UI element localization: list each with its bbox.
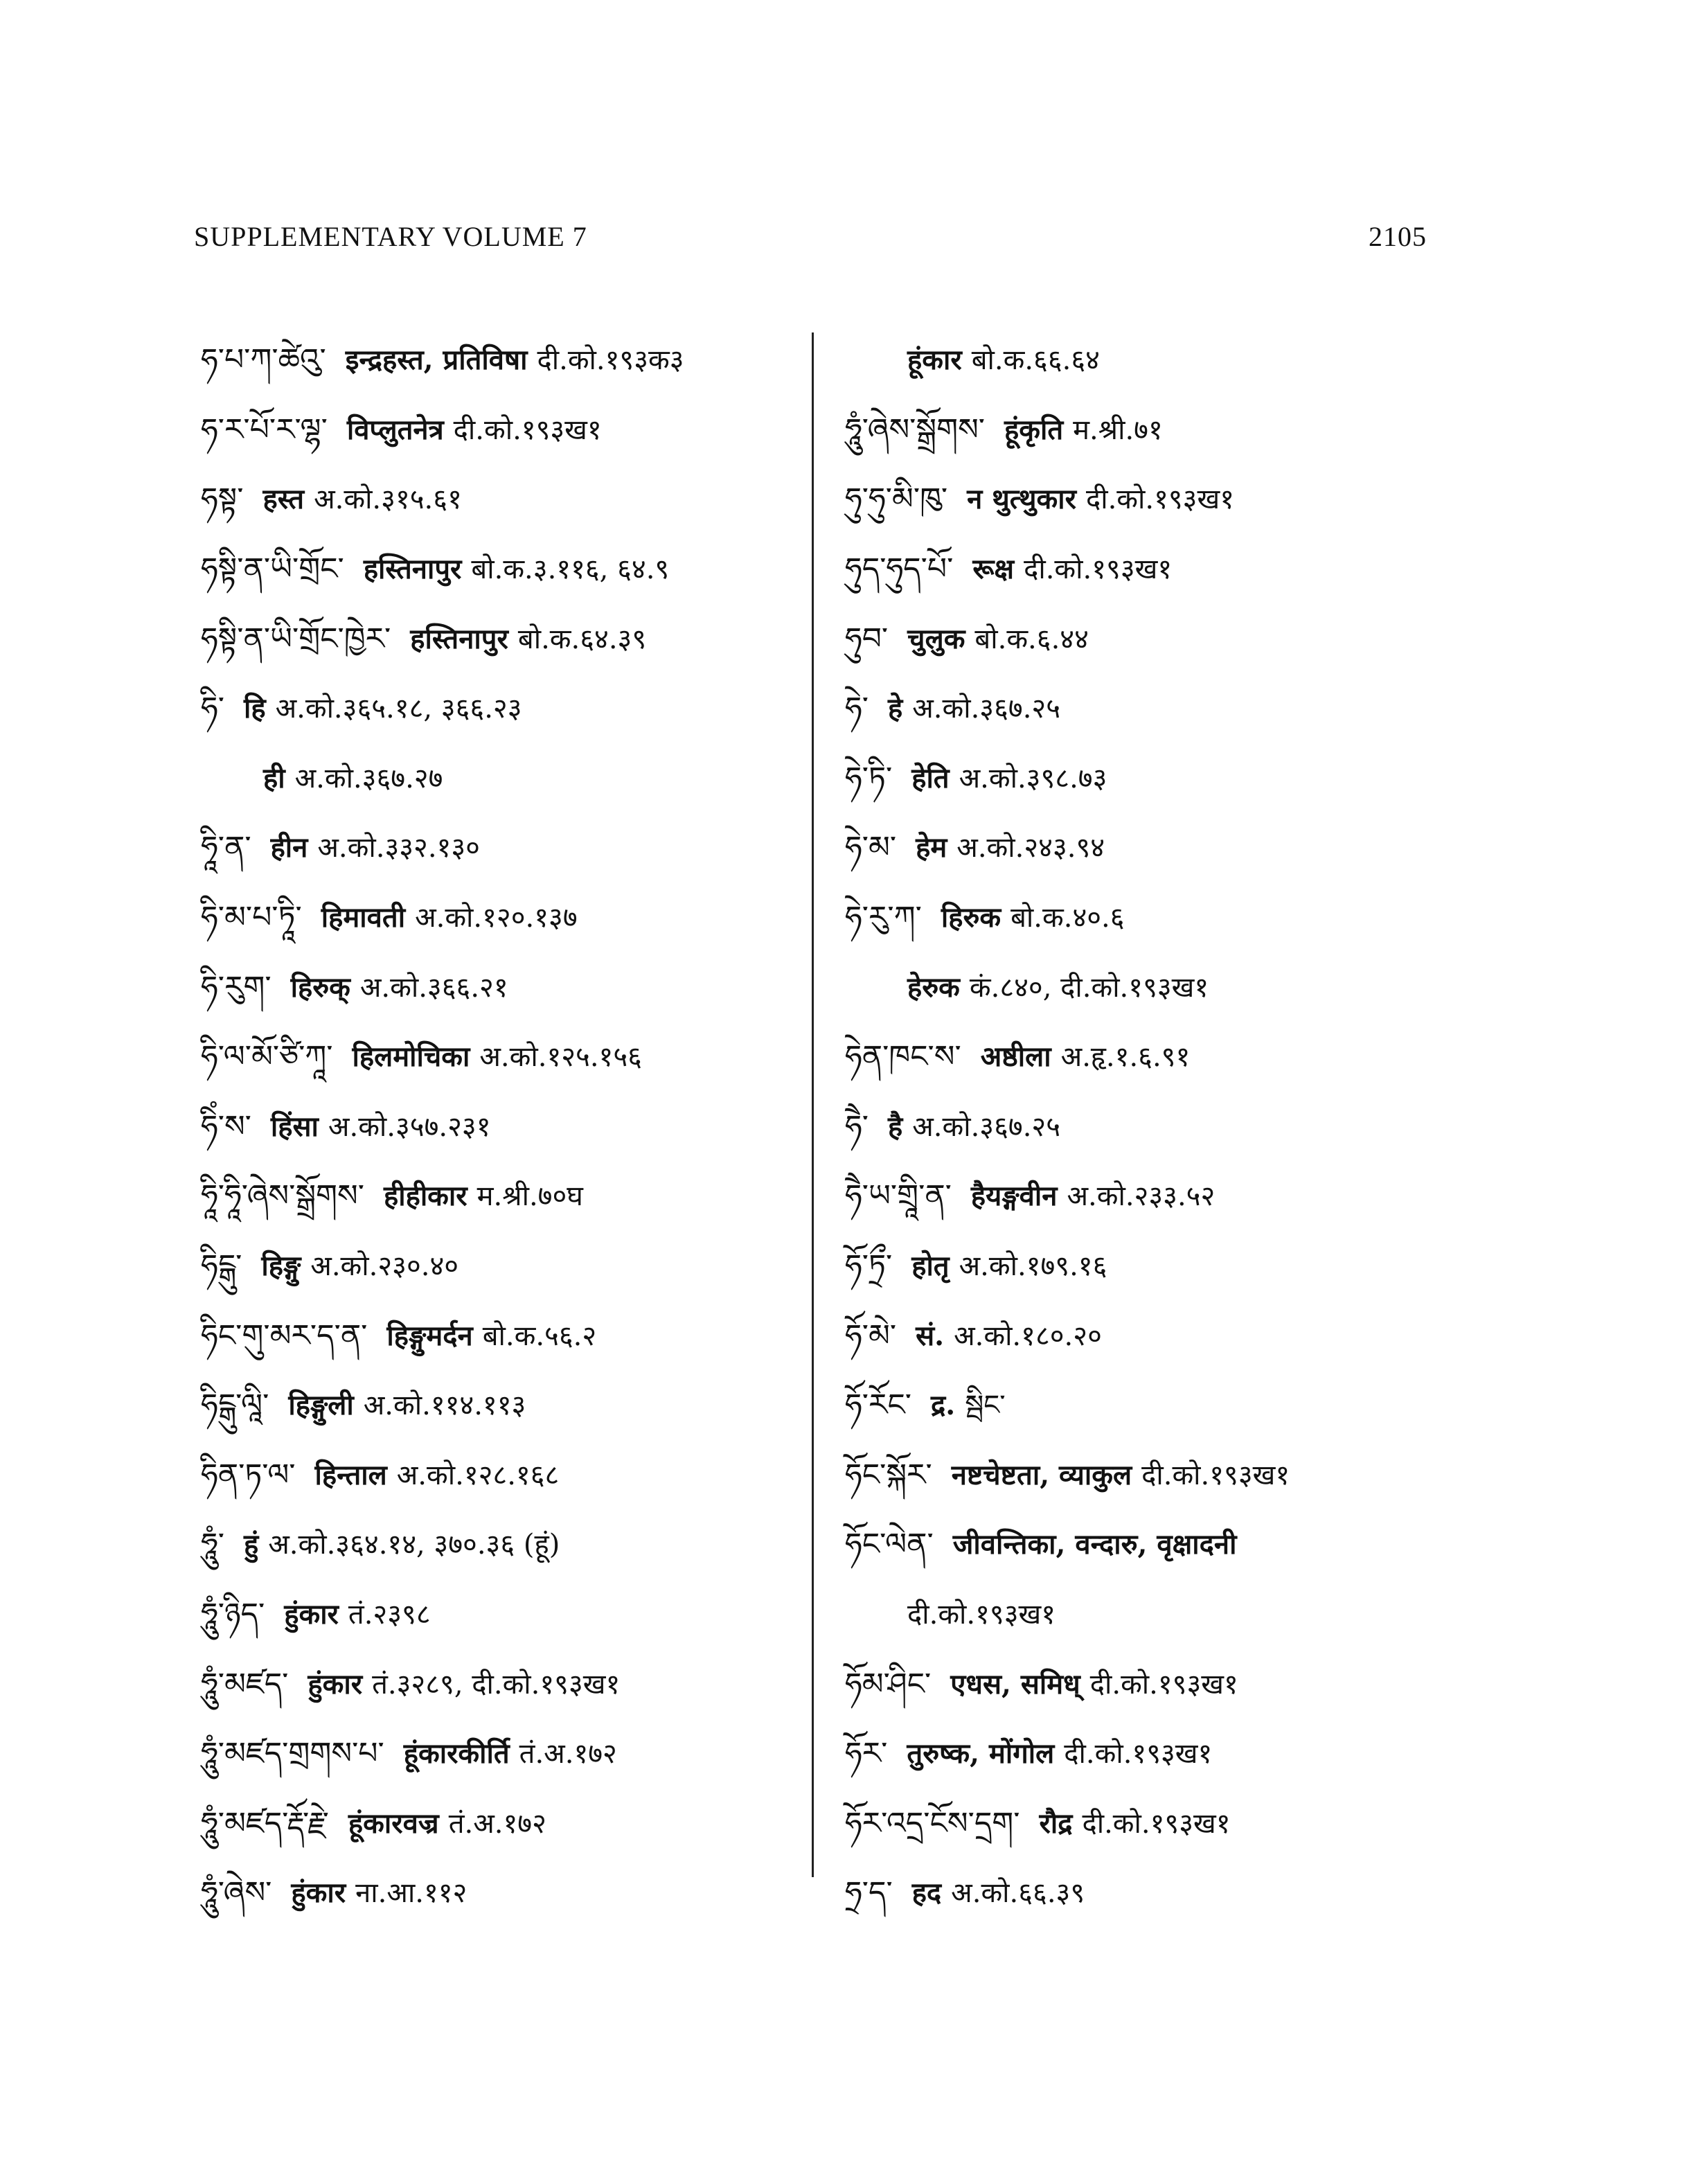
tibetan-headword: ཧིཾ་ས་ xyxy=(201,1108,251,1144)
sanskrit-equivalent: हस्तिनापुर xyxy=(363,553,462,586)
sanskrit-equivalent: रूक्ष xyxy=(972,553,1015,586)
sanskrit-equivalent: एधस, समिध् xyxy=(950,1667,1080,1701)
tibetan-headword: ཧི་མ་པ་ཏཱི་ xyxy=(201,900,302,936)
reference: ना.आ.११२ xyxy=(355,1877,467,1910)
reference: बो.क.३.११६, ६४.९ xyxy=(471,553,670,586)
tibetan-headword: ཧི་ལ་མོ་ཙི་ཀཱ་ xyxy=(201,1039,333,1075)
tibetan-headword: ཧཻ་ xyxy=(845,1108,869,1144)
tibetan-headword: ཧཱི་ཧཱི་ཞེས་སྒྲོགས་ xyxy=(201,1178,364,1214)
reference: अ.हृ.१.६.९१ xyxy=(1060,1041,1191,1074)
reference: अ.को.२३३.५२ xyxy=(1067,1180,1215,1213)
dictionary-entry xyxy=(201,1162,810,1232)
sanskrit-equivalent: हुं xyxy=(243,1528,259,1561)
tibetan-headword: ཧུད་ཧུད་པོ་ xyxy=(845,551,954,587)
reference: दी.को.१९३क३ xyxy=(537,344,684,377)
reference: अ.को.३६५.१८, ३६६.२३ xyxy=(275,693,522,725)
dictionary-entry xyxy=(845,1510,1454,1580)
reference: अ.को.६६.३९ xyxy=(951,1877,1085,1910)
sanskrit-equivalent: हस्तिनापुर xyxy=(410,622,508,655)
sanskrit-equivalent: हिन्ताल xyxy=(314,1458,387,1491)
reference: तं.अ.१७२ xyxy=(519,1738,617,1770)
tibetan-headword: ཧེ་ཏི་ xyxy=(845,760,893,796)
reference: दी.को.१९३ख१ xyxy=(1089,1668,1238,1701)
dictionary-entry xyxy=(845,396,1454,465)
running-title: SUPPLEMENTARY VOLUME 7 xyxy=(194,221,587,252)
sanskrit-equivalent: है xyxy=(887,1110,903,1143)
dictionary-entry xyxy=(201,1441,810,1511)
dictionary-entry xyxy=(201,1371,810,1441)
sanskrit-equivalent: हुंकार xyxy=(284,1597,339,1631)
sanskrit-equivalent: तुरुष्क, मोंगोल xyxy=(907,1737,1055,1770)
sanskrit-equivalent: अष्ठीला xyxy=(980,1040,1051,1074)
tibetan-headword: ཧུབ་ xyxy=(845,621,889,657)
sanskrit-equivalent: रौद्र xyxy=(1039,1806,1073,1840)
sanskrit-equivalent: हिङ्गु xyxy=(261,1250,301,1283)
reference: तं.३२८९, दी.को.१९३ख१ xyxy=(372,1668,621,1701)
sanskrit-equivalent: हिलमोचिका xyxy=(352,1040,470,1074)
sanskrit-equivalent: हिङ्गुली xyxy=(288,1389,354,1422)
reference: म.श्री.७१ xyxy=(1073,414,1163,446)
dictionary-entry xyxy=(201,883,810,953)
reference: अ.को.१२५.१५६ xyxy=(479,1041,642,1074)
tibetan-headword: ཧོམ་ཤིང་ xyxy=(845,1666,932,1702)
reference: अ.को.३६७.२५ xyxy=(912,693,1061,725)
dictionary-entry xyxy=(845,1022,1454,1092)
dictionary-entry xyxy=(201,535,810,605)
tibetan-headword: ཧཱུཾ་ཞེས་སྒྲོགས་ xyxy=(845,411,986,447)
dictionary-entry xyxy=(201,465,810,535)
reference: दी.को.१९३ख१ xyxy=(1064,1738,1213,1770)
tibetan-headword: ཧསྟ་ xyxy=(201,481,244,517)
reference: कं.८४०, दी.को.१९३ख१ xyxy=(969,971,1209,1004)
sanskrit-equivalent: हैयङ्गवीन xyxy=(970,1180,1058,1213)
reference: बो.क.५६.२ xyxy=(482,1320,597,1352)
dictionary-entry xyxy=(201,744,810,814)
dictionary-entry xyxy=(201,1858,810,1928)
sanskrit-equivalent: हेरुक xyxy=(907,970,960,1004)
dictionary-entry xyxy=(845,465,1454,535)
reference: अ.को.२३०.४० xyxy=(310,1250,459,1283)
reference: दी.को.१९३ख१ xyxy=(1085,483,1234,516)
sanskrit-equivalent: हे xyxy=(887,692,903,725)
reference: अ.को.३६७.२७ xyxy=(294,762,443,794)
dictionary-entry xyxy=(845,1788,1454,1858)
tibetan-headword: ཧི་ xyxy=(201,691,224,727)
sanskrit-equivalent: हीहीकार xyxy=(383,1180,467,1213)
dictionary-entry xyxy=(845,1162,1454,1232)
tibetan-headword: ཧཱུཾ་མཛད་གྲགས་པ་ xyxy=(201,1736,384,1772)
reference: अ.को.१२८.१६८ xyxy=(396,1459,560,1491)
reference: अ.को.३६४.१४, ३७०.३६ (हूं) xyxy=(268,1529,560,1561)
tibetan-headword: ཧེ་རུ་ཀ་ xyxy=(845,900,922,936)
reference: अ.को.३६७.२५ xyxy=(912,1110,1061,1143)
sanskrit-equivalent: हि xyxy=(243,692,266,725)
sanskrit-equivalent: हस्त xyxy=(262,483,305,516)
right-column xyxy=(845,326,1454,1928)
tibetan-headword: ཧེན་ཁང་ས་ xyxy=(845,1039,961,1075)
tibetan-headword: ཧེ་ xyxy=(845,691,869,727)
column-divider xyxy=(812,332,814,1877)
reference: अ.को.३६६.२१ xyxy=(359,971,508,1004)
reference: बो.क.६.४४ xyxy=(974,623,1089,655)
sanskrit-equivalent: नष्टचेष्टता, व्याकुल xyxy=(951,1458,1132,1491)
reference: दी.को.१९३ख१ xyxy=(1082,1807,1231,1840)
dictionary-entry xyxy=(201,396,810,465)
dictionary-entry xyxy=(845,1858,1454,1928)
reference: སྦིང་ xyxy=(965,1390,1006,1422)
dictionary-entry xyxy=(201,674,810,744)
tibetan-headword: ཧོང་སྐོར་ xyxy=(845,1457,932,1493)
tibetan-headword: ཧོ་མེ་ xyxy=(845,1317,897,1353)
dictionary-entry xyxy=(201,1510,810,1580)
sanskrit-equivalent: चुलुक xyxy=(907,622,965,655)
dictionary-entry xyxy=(845,952,1454,1022)
dictionary-entry xyxy=(845,744,1454,814)
tibetan-headword: ཧ་ར་པོ་ར་ལྷ་ xyxy=(201,411,328,447)
reference: अ.को.१७९.१६ xyxy=(959,1250,1107,1283)
tibetan-headword: ཧསྟི་ན་ཡི་གྲོང་ xyxy=(201,551,344,587)
sanskrit-equivalent: इन्द्रहस्त, प्रतिविषा xyxy=(345,344,528,377)
dictionary-entry xyxy=(845,1301,1454,1371)
dictionary-entry xyxy=(845,674,1454,744)
tibetan-headword: ཧིངྒུ་ལཱི་ xyxy=(201,1387,269,1423)
reference: अ.को.३९८.७३ xyxy=(959,762,1107,794)
dictionary-entry xyxy=(201,604,810,674)
sanskrit-equivalent: न थुत्थुकार xyxy=(967,483,1076,516)
reference: दी.को.१९३ख१ xyxy=(1141,1459,1290,1491)
dictionary-entry xyxy=(845,1441,1454,1511)
dictionary-entry xyxy=(845,1719,1454,1789)
tibetan-headword: ཧྲ་ད་ xyxy=(845,1875,893,1911)
reference: अ.को.२४३.९४ xyxy=(956,832,1105,864)
dictionary-entry xyxy=(845,1580,1454,1650)
sanskrit-equivalent: हेम xyxy=(916,831,947,864)
reference: अ.को.३१५.६१ xyxy=(314,483,462,516)
tibetan-headword: ཧཱུཾ་ཞེས་ xyxy=(201,1875,272,1911)
dictionary-entry xyxy=(845,813,1454,883)
dictionary-entry xyxy=(845,1371,1454,1441)
reference: अ.को.३५७.२३१ xyxy=(328,1110,491,1143)
dictionary-entry xyxy=(201,1580,810,1650)
tibetan-headword: ཧཻ་ཡ་གྲཱི་ན་ xyxy=(845,1178,952,1214)
reference: दी.को.१९३ख१ xyxy=(1024,553,1173,586)
dictionary-entry xyxy=(201,326,810,396)
tibetan-headword: ཧཱུཾ་ xyxy=(201,1527,224,1563)
sanskrit-equivalent: हिङ्गुमर्दन xyxy=(386,1319,473,1352)
tibetan-headword: ཧོར་ xyxy=(845,1736,888,1772)
reference: म.श्री.७०घ xyxy=(477,1180,583,1213)
sanskrit-equivalent: सं. xyxy=(916,1319,945,1352)
reference: अ.को.१२०.१३७ xyxy=(415,902,578,934)
tibetan-headword: ཧིངྒུ་ xyxy=(201,1248,242,1284)
dictionary-entry xyxy=(201,1232,810,1302)
dictionary-entry xyxy=(845,1092,1454,1162)
tibetan-headword: ཧཱུཾ་མཛད་རྡོ་རྗེ་ xyxy=(201,1805,329,1841)
dictionary-entry xyxy=(201,1022,810,1092)
dictionary-entry xyxy=(845,1232,1454,1302)
reference: दी.को.१९३ख१ xyxy=(453,414,602,446)
reference: बो.क.४०.६ xyxy=(1010,902,1125,934)
dictionary-entry xyxy=(201,1649,810,1719)
sanskrit-equivalent: द्र. xyxy=(931,1389,956,1422)
dictionary-entry xyxy=(201,1719,810,1789)
tibetan-headword: ཧ་པ་ཀ་ཚེའུ་ xyxy=(201,342,326,378)
tibetan-headword: ཧོ་ཏྲྀ་ xyxy=(845,1248,893,1284)
dictionary-entry xyxy=(845,535,1454,605)
tibetan-headword: ཧིང་གུ་མར་ད་ན་ xyxy=(201,1317,368,1353)
tibetan-headword: ཧཱུཾ་མཛད་ xyxy=(201,1666,289,1702)
sanskrit-equivalent: हद xyxy=(911,1876,942,1910)
sanskrit-equivalent: हिरुक् xyxy=(290,970,350,1004)
dictionary-entry xyxy=(201,1788,810,1858)
sanskrit-equivalent: हिरुक xyxy=(941,901,1001,934)
reference: तं.अ.१७२ xyxy=(448,1807,546,1840)
tibetan-headword: ཧོ་རོང་ xyxy=(845,1387,912,1423)
reference: अ.को.११४.११३ xyxy=(363,1390,526,1422)
sanskrit-equivalent: हिंसा xyxy=(270,1110,319,1143)
dictionary-entry xyxy=(201,952,810,1022)
dictionary-entry xyxy=(201,813,810,883)
sanskrit-equivalent: होतृ xyxy=(911,1250,950,1283)
tibetan-headword: ཧེ་མ་ xyxy=(845,830,897,866)
sanskrit-equivalent: हिमावती xyxy=(321,901,406,934)
reference: अ.को.१८०.२० xyxy=(954,1320,1102,1352)
reference: अ.को.३३२.१३० xyxy=(317,832,480,864)
dictionary-entry xyxy=(845,604,1454,674)
reference: बो.क.६४.३९ xyxy=(517,623,647,655)
tibetan-headword: ཧོང་ལེན་ xyxy=(845,1527,934,1563)
tibetan-headword: ཧི་རུག་ xyxy=(201,969,271,1005)
page-number: 2105 xyxy=(1369,221,1427,252)
tibetan-headword: ཧཱུཾ་ཉིད་ xyxy=(201,1596,265,1632)
sanskrit-equivalent: हूंकार xyxy=(907,344,962,377)
tibetan-headword: ཧིན་ཏ་ལ་ xyxy=(201,1457,296,1493)
tibetan-headword: ཧཱི་ན་ xyxy=(201,830,251,866)
page-header xyxy=(194,220,1427,253)
sanskrit-equivalent: हुंकार xyxy=(291,1876,346,1910)
reference: दी.को.१९३ख१ xyxy=(907,1598,1056,1631)
sanskrit-equivalent: ही xyxy=(263,761,285,794)
sanskrit-equivalent: हूंकारकीर्ति xyxy=(403,1737,510,1770)
sanskrit-equivalent: हूंकृति xyxy=(1004,413,1064,446)
dictionary-entry xyxy=(201,1301,810,1371)
sanskrit-equivalent: हुंकार xyxy=(308,1667,363,1701)
tibetan-headword: ཧོར་འདྲ་ངོས་དྲག་ xyxy=(845,1805,1020,1841)
reference: तं.२३९८ xyxy=(348,1598,431,1631)
reference: बो.क.६६.६४ xyxy=(971,344,1100,377)
dictionary-entry xyxy=(845,883,1454,953)
dictionary-entry xyxy=(201,1092,810,1162)
dictionary-entry xyxy=(845,1649,1454,1719)
tibetan-headword: ཧསྟི་ན་ཡི་གྲོང་ཁྱེར་ xyxy=(201,621,391,657)
sanskrit-equivalent: विप्लुतनेत्र xyxy=(346,413,444,446)
dictionary-entry xyxy=(845,326,1454,396)
sanskrit-equivalent: हूंकारवज्र xyxy=(348,1806,439,1840)
sanskrit-equivalent: हेति xyxy=(911,761,950,794)
sanskrit-equivalent: जीवन्तिका, वन्दारु, वृक्षादनी xyxy=(952,1528,1237,1561)
sanskrit-equivalent: हीन xyxy=(270,831,308,864)
left-column xyxy=(201,326,810,1928)
tibetan-headword: ཧུ་ཧུ་མི་ཁུ་ xyxy=(845,481,948,517)
